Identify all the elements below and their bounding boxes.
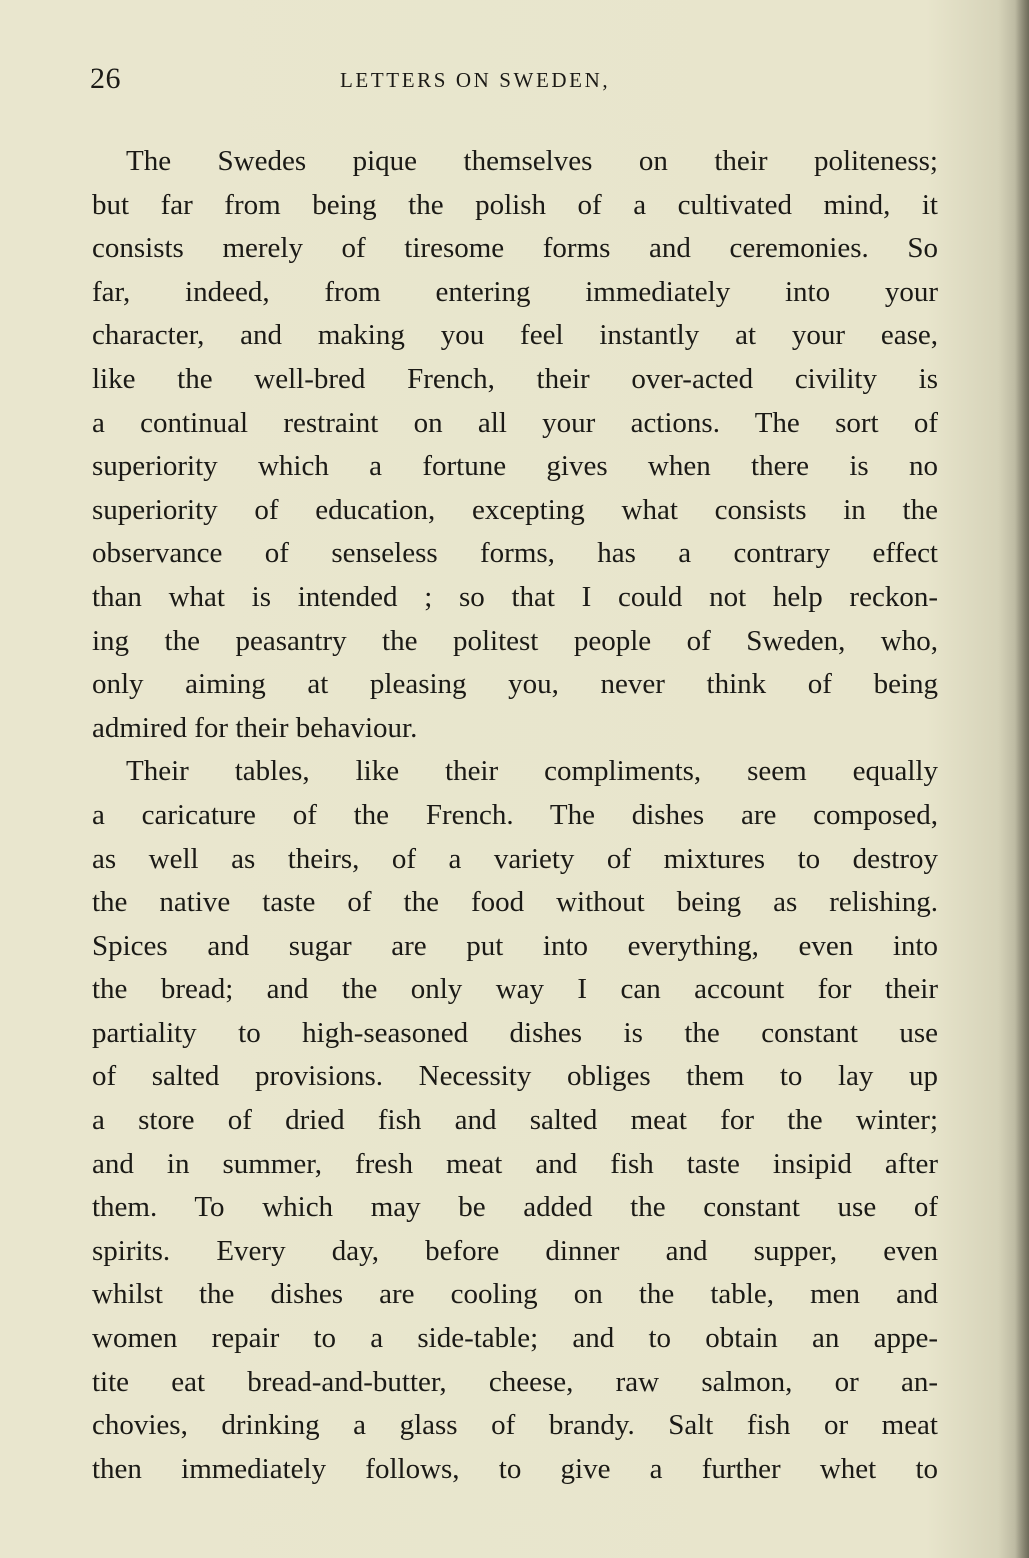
- text-line: a continual restraint on all your actions. The sort of: [92, 406, 938, 439]
- text-line: only aiming at pleasing you, never think of being: [92, 668, 938, 701]
- text-line: chovies, drinking a glass of brandy. Salt fish or meat: [92, 1409, 938, 1442]
- text-line: Their tables, like their compliments, seem equally: [126, 755, 938, 788]
- text-line: than what is intended ; so that I could not help reckon-: [92, 580, 938, 613]
- page-edge-shadow: [1015, 0, 1029, 1558]
- text-line: The Swedes pique themselves on their politeness;: [126, 145, 938, 177]
- text-line: as well as theirs, of a variety of mixtures to destroy: [92, 842, 938, 875]
- body-text: [92, 140, 938, 1491]
- text-line: then immediately follows, to give a further whet to: [92, 1452, 938, 1485]
- text-line: far, indeed, from entering immediately into your: [92, 275, 938, 308]
- text-line: superiority of education, excepting what consists in the: [92, 493, 938, 526]
- text-line: consists merely of tiresome forms and ceremonies. So: [92, 232, 938, 265]
- text-line: character, and making you feel instantly at your ease,: [92, 319, 938, 352]
- text-line: ing the peasantry the politest people of Sweden, who,: [92, 624, 938, 657]
- paragraph: [92, 140, 938, 750]
- text-line: like the well-bred French, their over-acted civility is: [92, 362, 938, 395]
- text-line: of salted provisions. Necessity obliges them to lay up: [92, 1060, 938, 1093]
- text-line: a caricature of the French. The dishes are composed,: [92, 798, 938, 831]
- running-head: LETTERS ON SWEDEN,: [340, 68, 611, 92]
- text-line: the native taste of the food without being as relishing.: [92, 886, 938, 919]
- text-line: and in summer, fresh meat and fish taste insipid after: [92, 1147, 938, 1180]
- text-line: but far from being the polish of a cultivated mind, it: [92, 188, 938, 221]
- paragraph: [92, 750, 938, 1491]
- text-line: the bread; and the only way I can account for their: [92, 973, 938, 1006]
- text-line: women repair to a side-table; and to obtain an appe-: [92, 1322, 938, 1355]
- text-line: superiority which a fortune gives when there is no: [92, 450, 938, 483]
- text-line: whilst the dishes are cooling on the table, men and: [92, 1278, 938, 1311]
- text-line: spirits. Every day, before dinner and supper, even: [92, 1234, 938, 1267]
- text-line: a store of dried fish and salted meat for the winter;: [92, 1104, 938, 1137]
- text-line: Spices and sugar are put into everything, even into: [92, 929, 938, 962]
- page-number: 26: [90, 62, 121, 95]
- page-header: [90, 62, 940, 102]
- text-line: tite eat bread-and-butter, cheese, raw salmon, or an-: [92, 1365, 938, 1398]
- text-line: partiality to high-seasoned dishes is the constant use: [92, 1016, 938, 1049]
- text-line: observance of senseless forms, has a contrary effect: [92, 537, 938, 570]
- text-line: them. To which may be added the constant use of: [92, 1191, 938, 1224]
- text-line: admired for their behaviour.: [92, 711, 418, 744]
